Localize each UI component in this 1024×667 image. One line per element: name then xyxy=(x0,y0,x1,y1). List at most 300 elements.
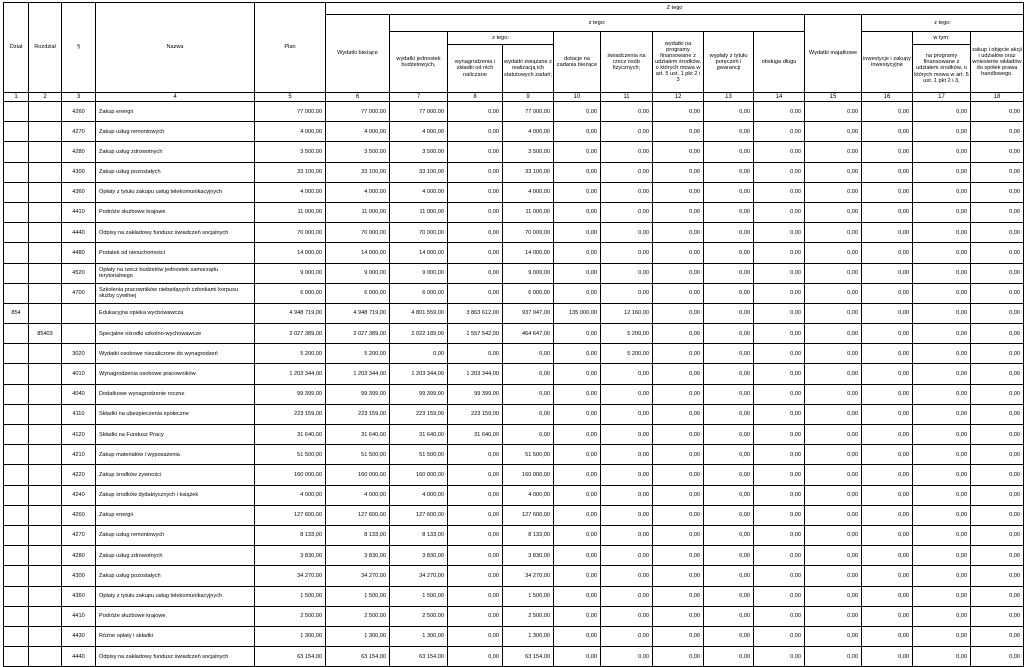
dzial-cell xyxy=(4,505,29,525)
value-cell: 0,00 xyxy=(653,283,704,303)
column-number-cell: 16 xyxy=(862,93,913,102)
value-cell: 0,00 xyxy=(862,162,913,182)
value-cell: 4 000,00 xyxy=(255,122,326,142)
dzial-cell xyxy=(4,465,29,485)
value-cell: 0,00 xyxy=(913,404,971,424)
value-cell: 0,00 xyxy=(862,606,913,626)
nazwa-cell: Składki na ubezpieczenia społeczne xyxy=(96,404,255,424)
value-cell: 0,00 xyxy=(971,324,1024,344)
value-cell: 0,00 xyxy=(971,182,1024,202)
value-cell: 0,00 xyxy=(601,647,653,667)
paragraf-cell: 4520 xyxy=(62,263,96,283)
value-cell: 33 100,00 xyxy=(326,162,390,182)
header-swiadczenia: świadczenia na rzecz osób fizycznych; xyxy=(601,32,653,93)
value-cell: 8 133,00 xyxy=(326,525,390,545)
dzial-cell xyxy=(4,647,29,667)
value-cell: 9 000,00 xyxy=(390,263,448,283)
value-cell: 0,00 xyxy=(653,102,704,122)
value-cell: 0,00 xyxy=(448,546,503,566)
value-cell: 0,00 xyxy=(913,122,971,142)
value-cell: 0,00 xyxy=(448,122,503,142)
value-cell: 2 500,00 xyxy=(503,606,554,626)
value-cell: 0,00 xyxy=(601,606,653,626)
value-cell: 127 600,00 xyxy=(255,505,326,525)
dzial-cell xyxy=(4,485,29,505)
value-cell: 0,00 xyxy=(653,122,704,142)
header-wyplaty: wypłaty z tytułu poręczeń i gwarancji xyxy=(704,32,754,93)
value-cell: 127 600,00 xyxy=(390,505,448,525)
rozdzial-cell xyxy=(29,142,62,162)
value-cell: 34 270,00 xyxy=(326,566,390,586)
value-cell: 3 830,00 xyxy=(503,546,554,566)
value-cell: 6 000,00 xyxy=(255,283,326,303)
value-cell: 0,00 xyxy=(862,384,913,404)
value-cell: 0,00 xyxy=(653,525,704,545)
value-cell: 33 100,00 xyxy=(390,162,448,182)
value-cell: 63 154,00 xyxy=(326,647,390,667)
value-cell: 0,00 xyxy=(448,505,503,525)
value-cell: 4 801 559,00 xyxy=(390,303,448,323)
dzial-cell xyxy=(4,102,29,122)
value-cell: 0,00 xyxy=(448,485,503,505)
value-cell: 0,00 xyxy=(554,223,601,243)
table-row xyxy=(4,546,1024,566)
header-wydatki-zwiazane: wydatki związane z realizacją ich statutowych zadań; xyxy=(503,45,554,93)
nazwa-cell: Opłaty z tytułu zakupu usług telekomunikacyjnych xyxy=(96,586,255,606)
rozdzial-cell xyxy=(29,384,62,404)
value-cell: 0,00 xyxy=(754,505,805,525)
value-cell: 0,00 xyxy=(805,505,862,525)
value-cell: 0,00 xyxy=(448,445,503,465)
paragraf-cell: 4110 xyxy=(62,404,96,424)
value-cell: 0,00 xyxy=(601,485,653,505)
value-cell: 0,00 xyxy=(554,485,601,505)
column-numbers-row xyxy=(4,93,1024,102)
value-cell: 0,00 xyxy=(805,344,862,364)
value-cell: 0,00 xyxy=(704,586,754,606)
value-cell: 0,00 xyxy=(653,425,704,445)
value-cell: 11 000,00 xyxy=(255,202,326,222)
value-cell: 0,00 xyxy=(754,283,805,303)
paragraf-cell: 4210 xyxy=(62,445,96,465)
value-cell: 4 000,00 xyxy=(255,485,326,505)
value-cell: 223 159,00 xyxy=(255,404,326,424)
value-cell: 0,00 xyxy=(805,102,862,122)
nazwa-cell: Zakup usług remontowych xyxy=(96,122,255,142)
value-cell: 127 600,00 xyxy=(326,505,390,525)
value-cell: 0,00 xyxy=(754,223,805,243)
value-cell: 5 200,00 xyxy=(601,324,653,344)
value-cell: 0,00 xyxy=(971,546,1024,566)
paragraf-cell: 3020 xyxy=(62,344,96,364)
value-cell: 0,00 xyxy=(913,525,971,545)
value-cell: 1 300,00 xyxy=(326,626,390,646)
value-cell: 0,00 xyxy=(554,243,601,263)
nazwa-cell: Zakup usług remontowych xyxy=(96,525,255,545)
value-cell: 0,00 xyxy=(971,364,1024,384)
nazwa-cell: Zakup materiałów i wyposażenia xyxy=(96,445,255,465)
table-row xyxy=(4,243,1024,263)
column-number-cell: 5 xyxy=(255,93,326,102)
value-cell: 9 000,00 xyxy=(326,263,390,283)
value-cell: 14 000,00 xyxy=(390,243,448,263)
value-cell: 0,00 xyxy=(554,525,601,545)
value-cell: 0,00 xyxy=(971,626,1024,646)
rozdzial-cell xyxy=(29,202,62,222)
value-cell: 0,00 xyxy=(554,404,601,424)
value-cell: 70 000,00 xyxy=(255,223,326,243)
value-cell: 0,00 xyxy=(653,465,704,485)
value-cell: 0,00 xyxy=(653,243,704,263)
table-row xyxy=(4,263,1024,283)
value-cell: 2 027 389,00 xyxy=(255,324,326,344)
value-cell: 99 399,00 xyxy=(255,384,326,404)
header-z-tego-jednostek: z tego: xyxy=(448,32,554,45)
header-wydatki-jednostek: wydatki jednostek budżetowych, xyxy=(390,32,448,93)
table-row xyxy=(4,586,1024,606)
table-row xyxy=(4,525,1024,545)
dzial-cell xyxy=(4,586,29,606)
value-cell: 0,00 xyxy=(653,182,704,202)
header-wynagrodzenia: wynagrodzenia i składki od nich naliczane xyxy=(448,45,503,93)
table-row xyxy=(4,283,1024,303)
value-cell: 0,00 xyxy=(653,162,704,182)
value-cell: 0,00 xyxy=(754,202,805,222)
value-cell: 0,00 xyxy=(805,586,862,606)
value-cell: 0,00 xyxy=(653,344,704,364)
value-cell: 135 000,00 xyxy=(554,303,601,323)
rozdzial-cell xyxy=(29,525,62,545)
column-number-cell: 17 xyxy=(913,93,971,102)
paragraf-cell: 4360 xyxy=(62,182,96,202)
value-cell: 0,00 xyxy=(704,525,754,545)
value-cell: 0,00 xyxy=(754,303,805,323)
value-cell: 0,00 xyxy=(554,384,601,404)
value-cell: 0,00 xyxy=(704,303,754,323)
table-row xyxy=(4,122,1024,142)
nazwa-cell: Specjalne ośrodki szkolno-wychowawcze xyxy=(96,324,255,344)
paragraf-cell: 4270 xyxy=(62,525,96,545)
header-wydatki-majatkowe: Wydatki majątkowe xyxy=(805,15,862,93)
value-cell: 0,00 xyxy=(971,566,1024,586)
dzial-cell xyxy=(4,324,29,344)
value-cell: 51 500,00 xyxy=(390,445,448,465)
value-cell: 0,00 xyxy=(653,263,704,283)
value-cell: 0,00 xyxy=(862,485,913,505)
value-cell: 0,00 xyxy=(448,162,503,182)
nazwa-cell: Zakup energii xyxy=(96,505,255,525)
dzial-cell xyxy=(4,606,29,626)
nazwa-cell: Podróże służbowe krajowe xyxy=(96,606,255,626)
rozdzial-cell xyxy=(29,263,62,283)
dzial-cell xyxy=(4,122,29,142)
value-cell: 4 000,00 xyxy=(390,122,448,142)
rozdzial-cell xyxy=(29,465,62,485)
value-cell: 0,00 xyxy=(503,425,554,445)
value-cell: 0,00 xyxy=(862,546,913,566)
value-cell: 0,00 xyxy=(554,142,601,162)
value-cell: 34 270,00 xyxy=(390,566,448,586)
budget-table xyxy=(3,2,1024,667)
rozdzial-cell xyxy=(29,546,62,566)
value-cell: 99 399,00 xyxy=(448,384,503,404)
value-cell: 2 022 189,00 xyxy=(390,324,448,344)
value-cell: 4 000,00 xyxy=(503,182,554,202)
value-cell: 8 133,00 xyxy=(390,525,448,545)
value-cell: 1 203 344,00 xyxy=(448,364,503,384)
paragraf-cell: 4270 xyxy=(62,122,96,142)
value-cell: 0,00 xyxy=(448,566,503,586)
value-cell: 0,00 xyxy=(653,202,704,222)
table-row xyxy=(4,102,1024,122)
value-cell: 12 160,00 xyxy=(601,303,653,323)
value-cell: 8 133,00 xyxy=(503,525,554,545)
paragraf-cell xyxy=(62,324,96,344)
value-cell: 0,00 xyxy=(754,404,805,424)
value-cell: 0,00 xyxy=(913,445,971,465)
value-cell: 0,00 xyxy=(704,122,754,142)
value-cell: 6 000,00 xyxy=(390,283,448,303)
value-cell: 0,00 xyxy=(971,122,1024,142)
value-cell: 0,00 xyxy=(653,647,704,667)
value-cell: 0,00 xyxy=(862,566,913,586)
value-cell: 3 830,00 xyxy=(326,546,390,566)
nazwa-cell: Zakup energii xyxy=(96,102,255,122)
value-cell: 0,00 xyxy=(554,122,601,142)
rozdzial-cell xyxy=(29,102,62,122)
value-cell: 0,00 xyxy=(554,425,601,445)
value-cell: 1 500,00 xyxy=(326,586,390,606)
value-cell: 0,00 xyxy=(754,425,805,445)
value-cell: 0,00 xyxy=(913,384,971,404)
value-cell: 0,00 xyxy=(554,182,601,202)
value-cell: 0,00 xyxy=(704,445,754,465)
value-cell: 0,00 xyxy=(601,525,653,545)
value-cell: 160 000,00 xyxy=(255,465,326,485)
value-cell: 0,00 xyxy=(862,465,913,485)
value-cell: 0,00 xyxy=(704,505,754,525)
value-cell: 0,00 xyxy=(601,505,653,525)
value-cell: 0,00 xyxy=(704,162,754,182)
value-cell: 3 830,00 xyxy=(390,546,448,566)
value-cell: 2 500,00 xyxy=(255,606,326,626)
value-cell: 0,00 xyxy=(754,122,805,142)
value-cell: 0,00 xyxy=(653,586,704,606)
nazwa-cell: Opłaty z tytułu zakupu usług telekomunikacyjnych xyxy=(96,182,255,202)
value-cell: 0,00 xyxy=(554,445,601,465)
table-row xyxy=(4,364,1024,384)
value-cell: 0,00 xyxy=(805,546,862,566)
value-cell: 0,00 xyxy=(554,102,601,122)
value-cell: 51 500,00 xyxy=(503,445,554,465)
value-cell: 0,00 xyxy=(805,263,862,283)
column-number-cell: 7 xyxy=(390,93,448,102)
value-cell: 0,00 xyxy=(653,546,704,566)
value-cell: 0,00 xyxy=(971,344,1024,364)
value-cell: 0,00 xyxy=(862,202,913,222)
value-cell: 0,00 xyxy=(805,202,862,222)
table-row xyxy=(4,606,1024,626)
nazwa-cell: Zakup usług pozostałych xyxy=(96,162,255,182)
paragraf-cell: 4410 xyxy=(62,606,96,626)
value-cell: 0,00 xyxy=(862,303,913,323)
value-cell: 0,00 xyxy=(805,283,862,303)
value-cell: 0,00 xyxy=(862,525,913,545)
value-cell: 1 300,00 xyxy=(503,626,554,646)
value-cell: 0,00 xyxy=(971,142,1024,162)
value-cell: 0,00 xyxy=(448,626,503,646)
value-cell: 160 000,00 xyxy=(503,465,554,485)
value-cell: 0,00 xyxy=(971,102,1024,122)
value-cell: 0,00 xyxy=(805,404,862,424)
value-cell: 0,00 xyxy=(653,566,704,586)
dzial-cell xyxy=(4,223,29,243)
value-cell: 0,00 xyxy=(805,525,862,545)
value-cell: 0,00 xyxy=(601,404,653,424)
value-cell: 0,00 xyxy=(754,344,805,364)
value-cell: 0,00 xyxy=(754,606,805,626)
rozdzial-cell xyxy=(29,445,62,465)
value-cell: 9 000,00 xyxy=(503,263,554,283)
paragraf-cell: 4360 xyxy=(62,586,96,606)
paragraf-cell: 4240 xyxy=(62,485,96,505)
value-cell: 0,00 xyxy=(754,162,805,182)
rozdzial-cell xyxy=(29,243,62,263)
value-cell: 0,00 xyxy=(862,122,913,142)
value-cell: 0,00 xyxy=(805,566,862,586)
value-cell: 0,00 xyxy=(971,647,1024,667)
value-cell: 0,00 xyxy=(913,626,971,646)
value-cell: 0,00 xyxy=(503,404,554,424)
value-cell: 0,00 xyxy=(805,465,862,485)
rozdzial-cell xyxy=(29,122,62,142)
value-cell: 160 000,00 xyxy=(390,465,448,485)
value-cell: 5 200,00 xyxy=(326,344,390,364)
dzial-cell xyxy=(4,546,29,566)
value-cell: 0,00 xyxy=(971,263,1024,283)
value-cell: 2 500,00 xyxy=(326,606,390,626)
dzial-cell xyxy=(4,283,29,303)
value-cell: 0,00 xyxy=(448,586,503,606)
value-cell: 0,00 xyxy=(554,566,601,586)
value-cell: 4 000,00 xyxy=(390,182,448,202)
rozdzial-cell xyxy=(29,223,62,243)
value-cell: 0,00 xyxy=(601,384,653,404)
nazwa-cell: Zakup środków żywności xyxy=(96,465,255,485)
header-z-tego-biezace: z tego: xyxy=(390,15,805,32)
header-plan: Plan xyxy=(255,3,326,93)
table-row xyxy=(4,626,1024,646)
value-cell: 0,00 xyxy=(554,324,601,344)
value-cell: 0,00 xyxy=(971,505,1024,525)
value-cell: 0,00 xyxy=(862,586,913,606)
value-cell: 0,00 xyxy=(503,344,554,364)
value-cell: 0,00 xyxy=(653,324,704,344)
value-cell: 0,00 xyxy=(653,364,704,384)
paragraf-cell: 4430 xyxy=(62,626,96,646)
value-cell: 0,00 xyxy=(554,606,601,626)
value-cell: 0,00 xyxy=(805,303,862,323)
value-cell: 0,00 xyxy=(913,364,971,384)
paragraf-cell: 4280 xyxy=(62,546,96,566)
value-cell: 0,00 xyxy=(971,303,1024,323)
value-cell: 0,00 xyxy=(704,465,754,485)
value-cell: 0,00 xyxy=(805,243,862,263)
value-cell: 0,00 xyxy=(448,142,503,162)
value-cell: 4 000,00 xyxy=(326,182,390,202)
value-cell: 63 154,00 xyxy=(255,647,326,667)
value-cell: 0,00 xyxy=(601,102,653,122)
paragraf-cell: 4260 xyxy=(62,505,96,525)
value-cell: 99 399,00 xyxy=(390,384,448,404)
column-number-cell: 2 xyxy=(29,93,62,102)
value-cell: 0,00 xyxy=(554,283,601,303)
table-header xyxy=(4,3,1024,102)
value-cell: 0,00 xyxy=(754,364,805,384)
header-z-tego-majatkowe: z tego: xyxy=(862,15,1024,32)
table-row xyxy=(4,202,1024,222)
dzial-cell xyxy=(4,142,29,162)
column-number-cell: 18 xyxy=(971,93,1024,102)
nazwa-cell: Zakup usług zdrowotnych xyxy=(96,142,255,162)
rozdzial-cell xyxy=(29,505,62,525)
value-cell: 0,00 xyxy=(704,283,754,303)
value-cell: 0,00 xyxy=(862,364,913,384)
rozdzial-cell xyxy=(29,626,62,646)
value-cell: 0,00 xyxy=(913,586,971,606)
value-cell: 1 500,00 xyxy=(390,586,448,606)
rozdzial-cell xyxy=(29,162,62,182)
paragraf-cell: 4040 xyxy=(62,384,96,404)
value-cell: 1 203 344,00 xyxy=(255,364,326,384)
nazwa-cell: Odpisy na zakładowy fundusz świadczeń socjalnych xyxy=(96,223,255,243)
value-cell: 0,00 xyxy=(913,263,971,283)
column-number-cell: 4 xyxy=(96,93,255,102)
value-cell: 0,00 xyxy=(913,606,971,626)
value-cell: 0,00 xyxy=(704,404,754,424)
value-cell: 0,00 xyxy=(448,102,503,122)
header-na-programy: na programy finansowane z udziałem środków, o których mowa w art. 5 ust. 1 pkt 2 i 3, xyxy=(913,45,971,93)
value-cell: 0,00 xyxy=(913,142,971,162)
value-cell: 4 000,00 xyxy=(326,485,390,505)
nazwa-cell: Składki na Fundusz Pracy xyxy=(96,425,255,445)
value-cell: 70 000,00 xyxy=(503,223,554,243)
value-cell: 0,00 xyxy=(448,344,503,364)
value-cell: 0,00 xyxy=(754,182,805,202)
paragraf-cell: 4260 xyxy=(62,102,96,122)
value-cell: 0,00 xyxy=(754,384,805,404)
rozdzial-cell xyxy=(29,606,62,626)
value-cell: 0,00 xyxy=(805,606,862,626)
header-zakup-akcji: zakup i objęcie akcji i udziałów oraz wniesienie wkładów do spółek prawa handlowego. xyxy=(971,32,1024,93)
header-dotacje: dotacje na zadania bieżące xyxy=(554,32,601,93)
value-cell: 0,00 xyxy=(971,425,1024,445)
value-cell: 33 100,00 xyxy=(503,162,554,182)
value-cell: 63 154,00 xyxy=(390,647,448,667)
value-cell: 0,00 xyxy=(653,505,704,525)
value-cell: 14 000,00 xyxy=(326,243,390,263)
nazwa-cell: Zakup środków dydaktycznych i książek xyxy=(96,485,255,505)
table-row xyxy=(4,465,1024,485)
value-cell: 1 203 344,00 xyxy=(390,364,448,384)
paragraf-cell: 4440 xyxy=(62,647,96,667)
nazwa-cell: Opłaty na rzecz budżetów jednostek samorządu terytorialnego xyxy=(96,263,255,283)
value-cell: 4 000,00 xyxy=(326,122,390,142)
value-cell: 0,00 xyxy=(653,223,704,243)
value-cell: 1 500,00 xyxy=(255,586,326,606)
table-row xyxy=(4,647,1024,667)
paragraf-cell: 4440 xyxy=(62,223,96,243)
